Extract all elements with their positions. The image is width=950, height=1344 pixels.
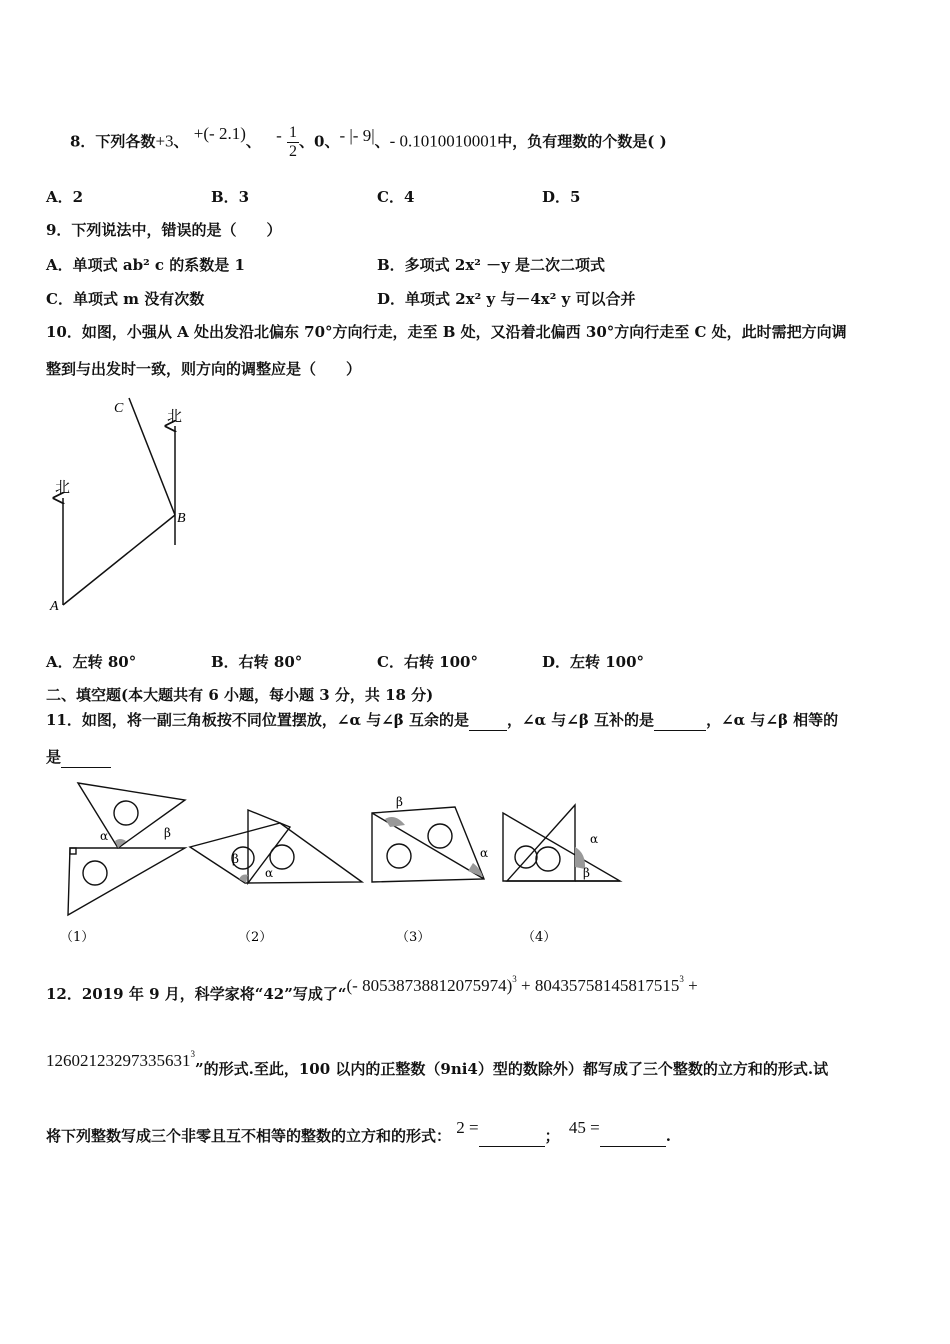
- q12-term-1: (- $80538738812075974)^3 + 80435758145817515^3$ +: [346, 974, 698, 995]
- q9-option-a: A．单项式 ab² c 的系数是 1: [46, 256, 245, 274]
- q8-prefix: 8．下列各数: [70, 132, 156, 151]
- q12-line-3: 将下列整数写成三个非零且互不相等的整数的立方和的形式： 2 = ； 45 = .: [46, 1118, 671, 1145]
- q10-option-d: D．左转 100°: [542, 653, 645, 671]
- fig4-alpha: α: [590, 832, 599, 846]
- q9-option-b: B．多项式 2x² －y 是二次二项式: [377, 256, 606, 274]
- point-label-c: C: [114, 401, 124, 416]
- fig1-beta: β: [164, 826, 171, 840]
- q9-stem: 9．下列说法中，错误的是（ ）: [46, 221, 282, 239]
- figure-label-4: （4）: [522, 930, 557, 945]
- q8-fraction: $\frac{1}{2}$: [289, 124, 298, 160]
- north-label-left: 北: [55, 478, 71, 496]
- q10-stem-line-1: 10．如图，小强从 A 处出发沿北偏东 70°方向行走，走至 B 处，又沿着北偏西 30°方向行走至 C 处，此时需把方向调: [46, 323, 847, 341]
- q10-option-c: C．右转 100°: [377, 653, 478, 671]
- q10-option-b: B．右转 80°: [211, 653, 303, 671]
- fig3-beta: β: [396, 795, 403, 809]
- q12-term-3: 12602123297335631$^3$: [46, 1049, 195, 1070]
- q9-option-d: D．单项式 2x² y 与－4x² y 可以合并: [377, 290, 636, 308]
- q8-number-1: +3: [155, 131, 174, 151]
- section-2-heading: 二、填空题(本大题共有 6 小题，每小题 3 分，共 18 分): [46, 686, 434, 704]
- fig1-alpha: α: [100, 829, 109, 843]
- q10-stem-line-2: 整到与出发时一致，则方向的调整应是（ ）: [46, 360, 362, 378]
- q12-line-2: 12602123297335631$^3$”的形式.至此，100 以内的正整数（9ni4）型的数除外）都写成了三个整数的立方和的形式.试: [46, 1049, 829, 1078]
- q11-stem-line-2: 是: [46, 747, 111, 768]
- q12-eq-2: 2 =: [456, 1118, 479, 1137]
- q8-stem: 8．下列各数+3、 +(- 2.1)、 - $\frac{1}{2}$ 、0、- |- 9|、- 0.1010010001中，负有理数的个数是( ): [70, 123, 667, 160]
- q11-triangle-figures: [60, 775, 630, 950]
- q11-blank-2[interactable]: [654, 710, 706, 731]
- fig4-beta: β: [583, 866, 590, 880]
- q8-number-4: - |- 9|: [339, 125, 375, 145]
- q8-option-d: D．5: [542, 188, 581, 206]
- path-a-to-b: [63, 515, 175, 605]
- q10-option-a: A．左转 80°: [46, 653, 137, 671]
- q8-number-2: +(- 2.1): [193, 123, 246, 143]
- fig2-alpha: α: [265, 866, 274, 880]
- fig3-alpha: α: [480, 846, 489, 860]
- figure-1: [68, 783, 185, 915]
- north-label-right: 北: [167, 407, 183, 425]
- figure-label-1: （1）: [60, 930, 95, 945]
- point-label-b: B: [177, 511, 186, 526]
- fig2-beta: β: [232, 852, 239, 866]
- q8-suffix: 中，负有理数的个数是( ): [497, 132, 667, 151]
- q11-stem: 11．如图，将一副三角板按不同位置摆放，∠α 与∠β 互余的是 ，∠α 与∠β 互补的是 ，∠α 与∠β 相等的: [46, 711, 839, 729]
- q8-option-a: A．2: [46, 188, 84, 206]
- q11-blank-1[interactable]: [469, 710, 507, 731]
- q12-blank-1[interactable]: [479, 1126, 545, 1147]
- figure-4: [503, 805, 620, 881]
- q8-option-b: B．3: [211, 188, 250, 206]
- q12-blank-2[interactable]: [600, 1126, 666, 1147]
- point-label-a: A: [50, 599, 59, 614]
- q11-blank-3[interactable]: [61, 747, 111, 768]
- q8-number-3-sign: -: [276, 125, 282, 145]
- q12-eq-45: 45 =: [568, 1118, 600, 1137]
- q12-line-1: 12．2019 年 9 月，科学家将“42”写成了“(- $80538738812075974)^3 + 80435758145817515^3$ +: [46, 974, 698, 1003]
- q8-number-5: - 0.1010010001: [389, 131, 498, 151]
- q9-option-c: C．单项式 m 没有次数: [46, 290, 205, 308]
- figure-3: [372, 807, 484, 882]
- q10-direction-figure: [40, 390, 200, 620]
- figure-label-3: （3）: [396, 930, 431, 945]
- figure-label-2: （2）: [238, 930, 273, 945]
- q8-option-c: C．4: [377, 188, 415, 206]
- figure-2: [190, 810, 362, 883]
